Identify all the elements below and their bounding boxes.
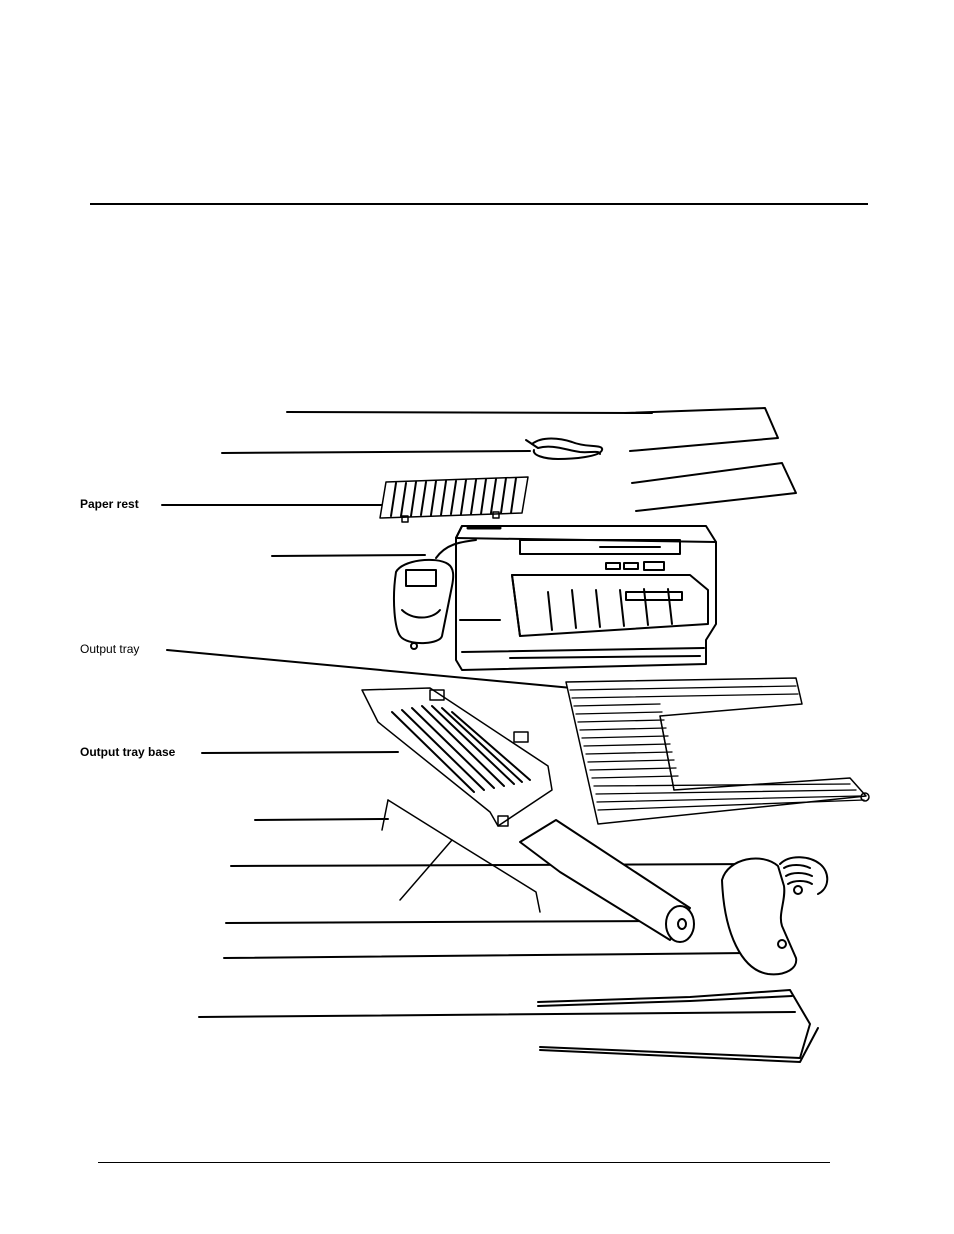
- phone-cord: [526, 439, 602, 460]
- handset: [722, 857, 827, 974]
- leader-line-11: [199, 1012, 795, 1017]
- label-paper-rest: Paper rest: [80, 497, 139, 511]
- leader-line-output-tray-base: [202, 752, 398, 753]
- wire-guide-top-upper: [625, 408, 778, 451]
- leader-line-4: [272, 555, 425, 556]
- wire-guide-bottom: [538, 990, 818, 1062]
- label-output-tray: Output tray: [80, 642, 140, 656]
- wire-stand: [382, 800, 540, 912]
- leader-line-10: [224, 953, 748, 958]
- paper-rest-part: [380, 477, 528, 522]
- leader-line-9: [226, 921, 655, 923]
- paper-roll: [520, 820, 694, 942]
- output-tray-part: [566, 678, 869, 824]
- output-tray-base-part: [362, 688, 552, 826]
- handset-on-fax: [394, 560, 453, 649]
- fax-machine: [436, 526, 716, 670]
- leader-line-2: [222, 451, 530, 453]
- wire-guide-top-lower: [632, 463, 796, 511]
- leader-line-1: [287, 412, 652, 413]
- leader-line-8: [231, 864, 775, 866]
- label-output-tray-base: Output tray base: [80, 745, 176, 759]
- leader-line-7: [255, 819, 388, 820]
- footer-rule: [98, 1162, 830, 1163]
